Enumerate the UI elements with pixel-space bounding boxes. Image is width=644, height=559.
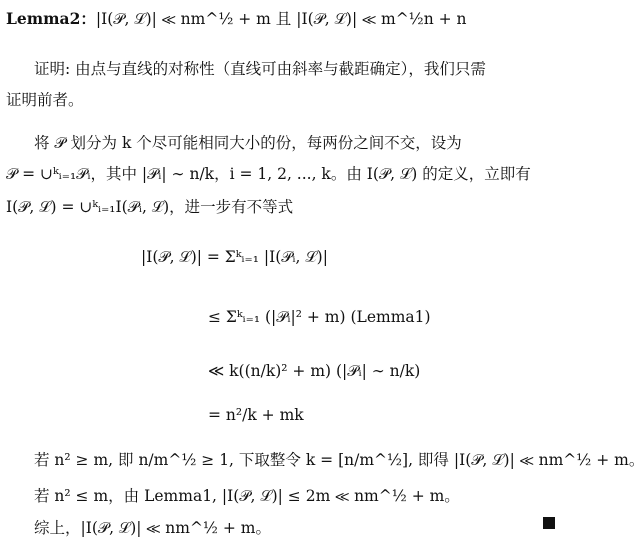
partition-line-1: 将 𝒫 划分为 k 个尽可能相同大小的份，每两份之间不交，设为	[34, 134, 462, 152]
proof-line-2: 证明前者。	[6, 91, 84, 109]
equation-row-1: |I(𝒫, ℒ)| = Σᵏᵢ₌₁ |I(𝒫ᵢ, ℒ)|	[141, 248, 328, 266]
lemma-heading	[6, 8, 467, 30]
equation-row-4: = n²/k + mk	[208, 406, 304, 424]
partition-line-3: I(𝒫, ℒ) = ∪ᵏᵢ₌₁I(𝒫ᵢ, ℒ)，进一步有不等式	[6, 198, 294, 216]
case-1: 若 n² ≥ m, 即 n/m^½ ≥ 1, 下取整令 k = [n/m^½], 即得 |I(𝒫, ℒ)| ≪ nm^½ + m。	[34, 451, 644, 469]
equation-row-2: ≤ Σᵏᵢ₌₁ (|𝒫ᵢ|² + m) (Lemma1)	[208, 308, 431, 326]
equation-row-3: ≪ k((n/k)² + m) (|𝒫ᵢ| ∼ n/k)	[208, 362, 421, 380]
lemma-statement: |I(𝒫, ℒ)| ≪ nm^½ + m 且 |I(𝒫, ℒ)| ≪ m^½n + n	[95, 10, 467, 28]
partition-line-2: 𝒫 = ∪ᵏᵢ₌₁𝒫ᵢ，其中 |𝒫ᵢ| ∼ n/k，i = 1, 2, ..., k。由 I(𝒫, ℒ) 的定义，立即有	[6, 165, 531, 183]
proof-line-1: 证明: 由点与直线的对称性（直线可由斜率与截距确定），我们只需	[34, 60, 486, 78]
qed-square-icon	[543, 517, 555, 529]
case-2: 若 n² ≤ m，由 Lemma1, |I(𝒫, ℒ)| ≤ 2m ≪ nm^½ + m。	[34, 487, 460, 505]
conclusion: 综上，|I(𝒫, ℒ)| ≪ nm^½ + m。	[34, 519, 271, 537]
lemma-title: Lemma2：	[6, 9, 96, 28]
